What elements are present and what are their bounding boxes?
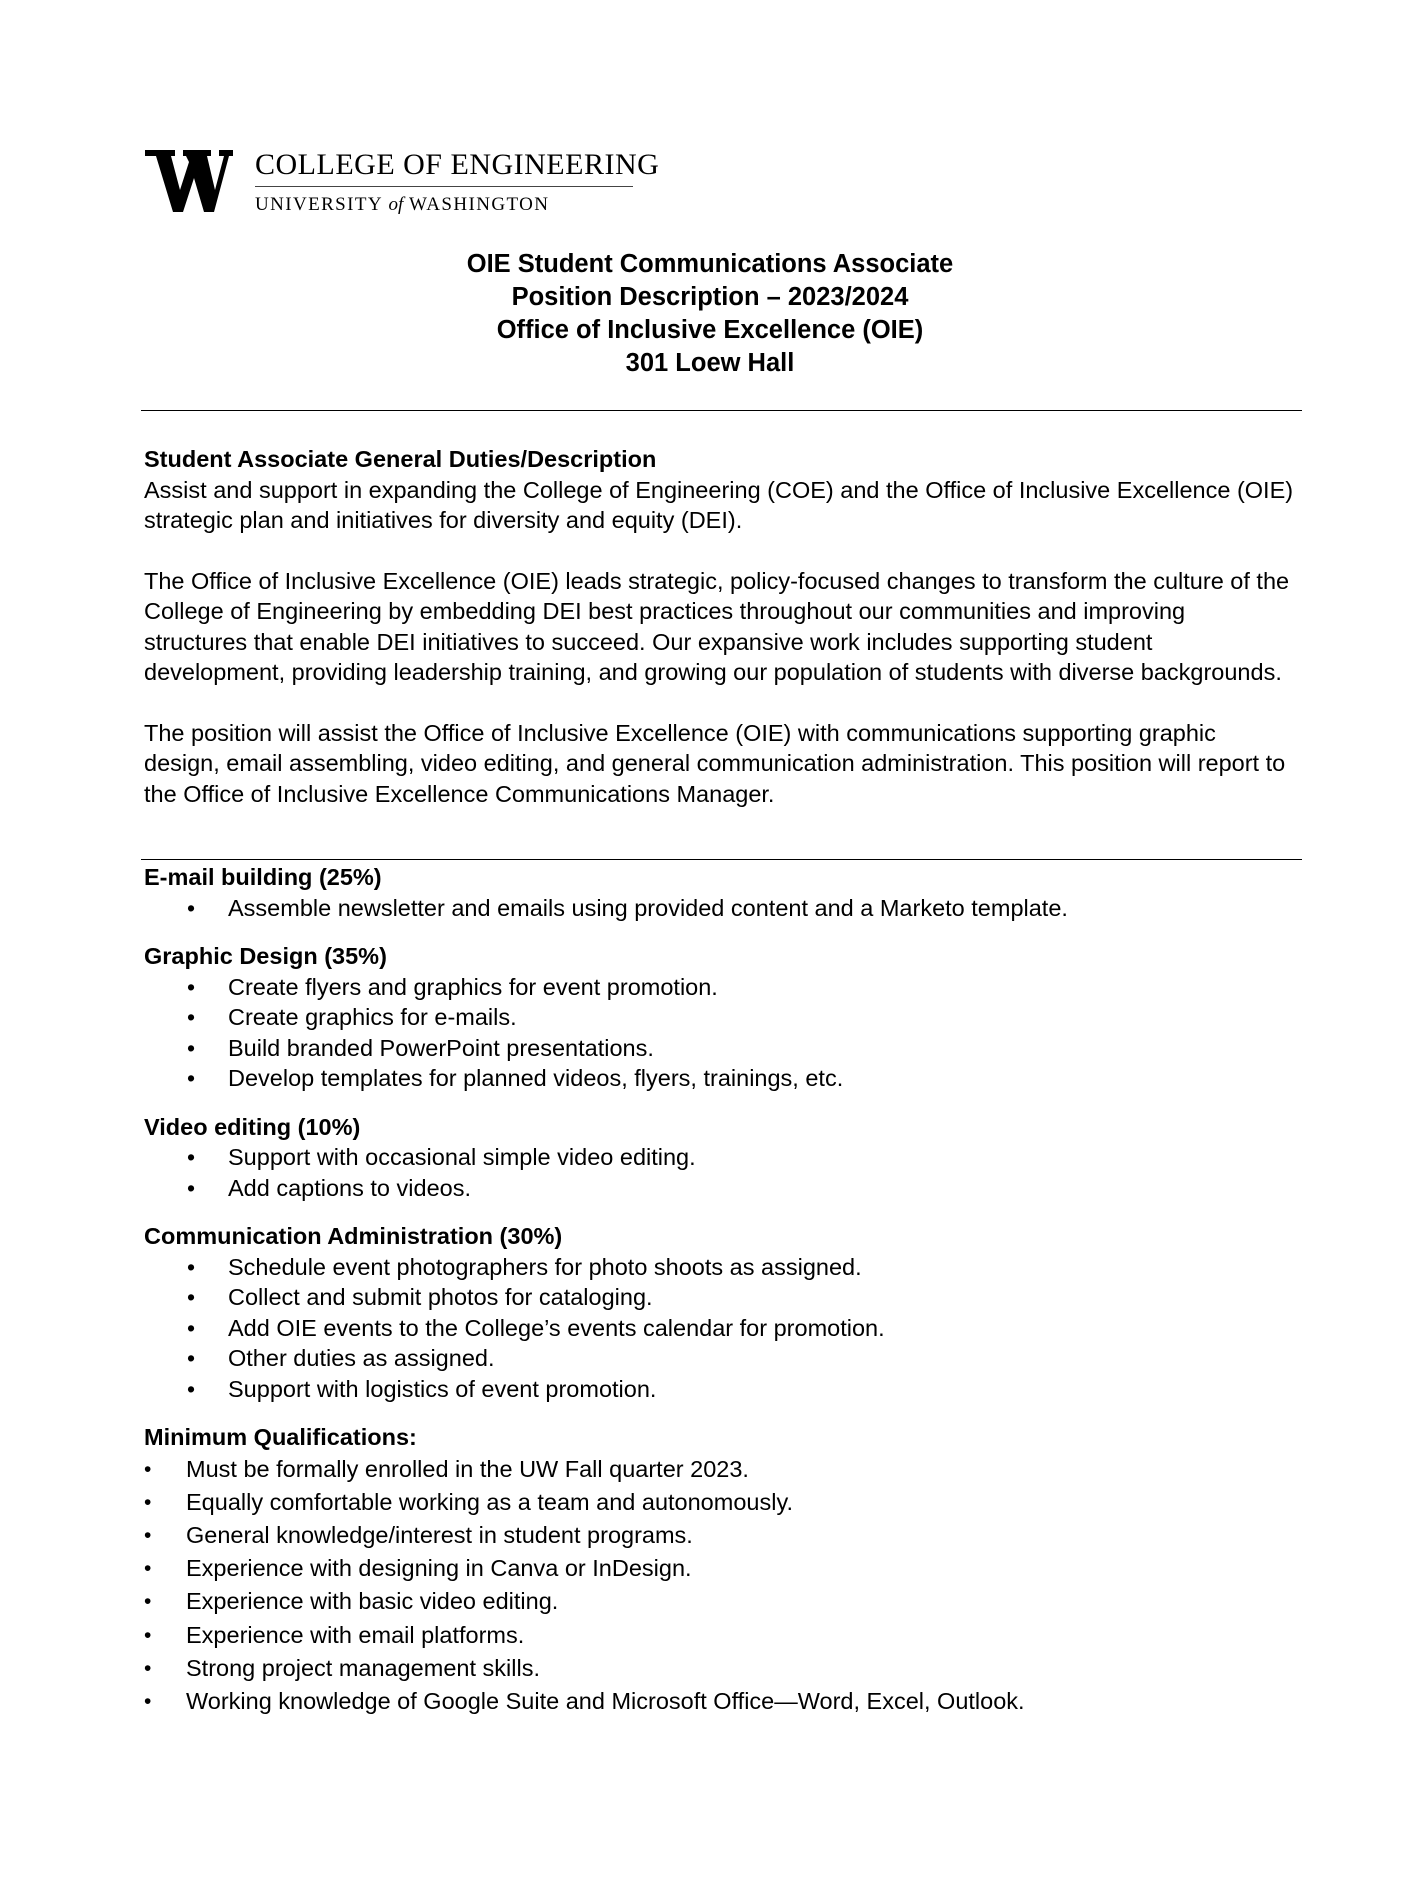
section-communication-administration [144,1221,1294,1404]
logo-divider [255,186,633,187]
list-item: • Equally comfortable working as a team and autonomously. [144,1486,1294,1519]
logo-college-name: COLLEGE OF ENGINEERING [255,148,660,181]
general-description [144,444,1294,809]
horizontal-rule [141,859,1302,860]
section-video-editing [144,1112,1294,1204]
list-item: • Assemble newsletter and emails using provided content and a Marketo template. [144,893,1294,924]
list-item: • Add captions to videos. [144,1173,1294,1204]
list-item: • Build branded PowerPoint presentations. [144,1033,1294,1064]
list-item: • Experience with email platforms. [144,1619,1294,1652]
list-item: • Support with occasional simple video editing. [144,1142,1294,1173]
horizontal-rule [141,410,1302,411]
list-item: • Develop templates for planned videos, flyers, trainings, etc. [144,1063,1294,1094]
list-item: • Collect and submit photos for cataloging. [144,1282,1294,1313]
duty-sections [144,862,1294,1718]
title-line-1: OIE Student Communications Associate [466,250,954,278]
section-heading: Graphic Design (35%) [144,943,387,969]
section-heading: E-mail building (25%) [144,864,382,890]
list-item: • Other duties as assigned. [144,1343,1294,1374]
w-logo-icon [145,150,233,212]
list-item: • Working knowledge of Google Suite and Microsoft Office—Word, Excel, Outlook. [144,1685,1294,1718]
list-item: • Add OIE events to the College’s events calendar for promotion. [144,1313,1294,1344]
list-item: • Create graphics for e-mails. [144,1002,1294,1033]
general-heading: Student Associate General Duties/Description [144,446,657,472]
general-paragraph-3: The position will assist the Office of Inclusive Excellence (OIE) with communications supporting graphic design, email assembling, video editing, and general communication administration. This position will report to the Office of Inclusive Excellence Communications Manager. [144,719,1286,807]
list-item: • Support with logistics of event promotion. [144,1374,1294,1405]
general-paragraph-1: Assist and support in expanding the College of Engineering (COE) and the Office of Inclusive Excellence (OIE) strategic plan and initiatives for diversity and equity (DEI). [144,476,1294,533]
list-item: • Strong project management skills. [144,1652,1294,1685]
list-item: • Schedule event photographers for photo shoots as assigned. [144,1252,1294,1283]
document-title [0,248,1420,380]
section-graphic-design [144,941,1294,1094]
title-line-3: Office of Inclusive Excellence (OIE) [496,316,924,344]
list-item: • Must be formally enrolled in the UW Fall quarter 2023. [144,1453,1294,1486]
list-item: • Experience with designing in Canva or InDesign. [144,1552,1294,1585]
uw-coe-logo [145,148,660,220]
section-minimum-qualifications [144,1422,1294,1718]
title-line-4: 301 Loew Hall [625,349,795,377]
list-item: • General knowledge/interest in student programs. [144,1519,1294,1552]
section-heading: Video editing (10%) [144,1113,361,1140]
section-email-building [144,862,1294,923]
section-heading: Communication Administration (30%) [144,1223,563,1249]
title-line-2: Position Description – 2023/2024 [511,283,909,311]
list-item: • Create flyers and graphics for event promotion. [144,972,1294,1003]
list-item: • Experience with basic video editing. [144,1585,1294,1618]
logo-university-name: UNIVERSITY of WASHINGTON [255,194,550,215]
general-paragraph-2: The Office of Inclusive Excellence (OIE) leads strategic, policy-focused changes to transform the culture of the College of Engineering by embedding DEI best practices throughout our communities and improving structures that enable DEI initiatives to succeed. Our expansive work includes supporting student development, providing leadership training, and growing our population of students with diverse backgrounds. [144,567,1290,685]
section-heading: Minimum Qualifications: [144,1424,417,1450]
